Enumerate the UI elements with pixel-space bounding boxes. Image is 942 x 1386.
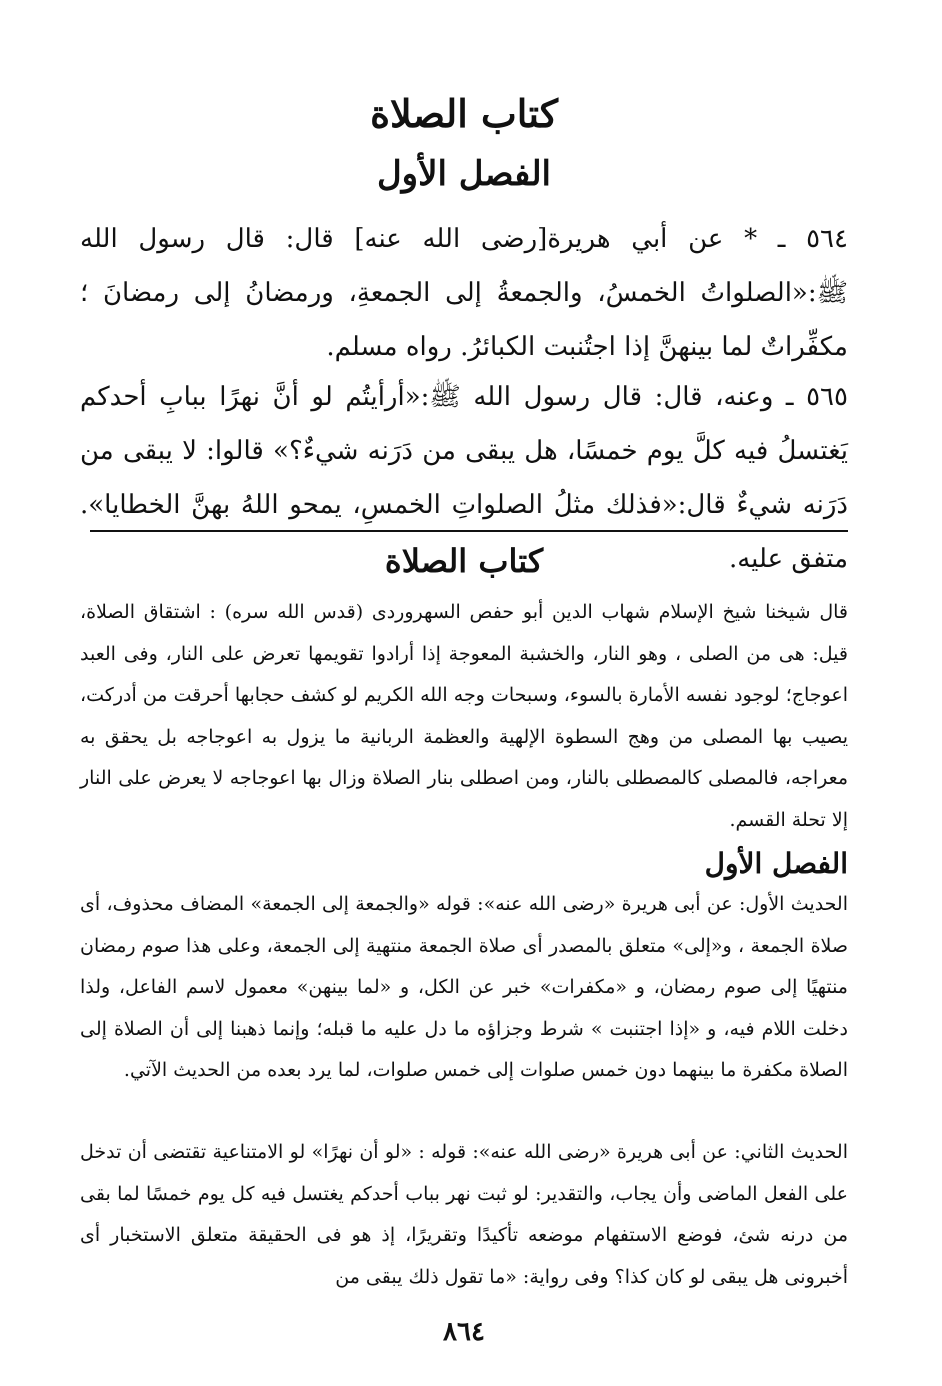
hadith-564: ٥٦٤ ـ * عن أبي هريرة[رضى الله عنه] قال: قال رسول الله ﷺ:«الصلواتُ الخمسُ، والجمعةُ إلى الجمعةِ، ورمضانُ إلى رمضانَ ؛ مكفِّراتٌ لما بينهنَّ إذا اجتُنبت الكبائرُ. رواه مسلم. xyxy=(80,224,848,362)
book-page xyxy=(80,0,848,1386)
commentary-hadith-1: الحديث الأول: عن أبى هريرة «رضى الله عنه»: قوله «والجمعة إلى الجمعة» المضاف محذوف، أى صلاة الجمعة ، و«إلى» متعلق بالمصدر أى صلاة الجمعة منتهية إلى الجمعة، وعلى هذا صوم رمضان منتهيًا إلى صوم رمضان، و «مكفرات» خبر عن الكل، و «لما بينهن» معمول لاسم الفاعل، ولذا دخلت اللام فيه، و «إذا اجتنبت » شرط وجزاؤه ما دل عليه ما قبله؛ وإنما ذهبنا إلى أن الصلاة إلى الصلاة مكفرة ما بينهما دون خمس صلوات إلى خمس صلوات، لما يرد بعده من الحديث الآتي. xyxy=(80,893,849,1081)
commentary-intro: قال شيخنا شيخ الإسلام شهاب الدين أبو حفص السهروردى (قدس الله سره) : اشتقاق الصلاة، قيل: هى من الصلى ، وهو النار، والخشبة المعوجة إذا أرادوا تقويمها تعرض على النار، وفى العبد اعوجاج؛ لوجود نفسه الأمارة بالسوء، وسبحات وجه الله الكريم لو كشف حجابها أحرقت من أدركت، يصيب بها المصلى من وهج السطوة الإلهية والعظمة الربانية ما يزول به اعوجاجه بل يحقق به معراجه، فالمصلى كالمصطلى بالنار، ومن اصطلى بنار الصلاة وزال بها اعوجاجه لا يعرض على النار إلا تحلة القسم. xyxy=(80,601,848,831)
commentary-title: كتاب الصلاة xyxy=(384,542,544,580)
section-divider xyxy=(90,530,848,532)
page-number: ٨٦٤ xyxy=(443,1317,485,1347)
commentary-section-heading: الفصل الأول xyxy=(704,847,848,880)
main-title: كتاب الصلاة xyxy=(370,91,558,136)
hadith-565: ٥٦٥ ـ وعنه، قال: قال رسول الله ﷺ:«أرأيتُم لو أنَّ نهرًا ببابِ أحدكم يَغتسلُ فيه كلَّ يوم خمسًا، هل يبقى من دَرَنه شيءٌ؟» قالوا: لا يبقى من دَرَنه شيءٌ قال:«فذلك مثلُ الصلواتِ الخمسِ، يمحو اللهُ بهنَّ الخطايا». متفق عليه. xyxy=(80,382,849,574)
chapter-title: الفصل الأول xyxy=(376,154,552,194)
commentary-hadith-2: الحديث الثاني: عن أبى هريرة «رضى الله عنه»: قوله : «لو أن نهرًا» لو الامتناعية تقتضى أن تدخل على الفعل الماضى وأن يجاب، والتقدير: لو ثبت نهر بباب أحدكم يغتسل فيه كل يوم خمسًا لما بقى من درنه شئ، فوضع الاستفهام موضعه تأكيدًا وتقريرًا، إذ هو فى الحقيقة متعلق الاستخبار أى أخبرونى هل يبقى لو كان كذا؟ وفى رواية: «ما تقول ذلك يبقى من xyxy=(80,1141,848,1288)
